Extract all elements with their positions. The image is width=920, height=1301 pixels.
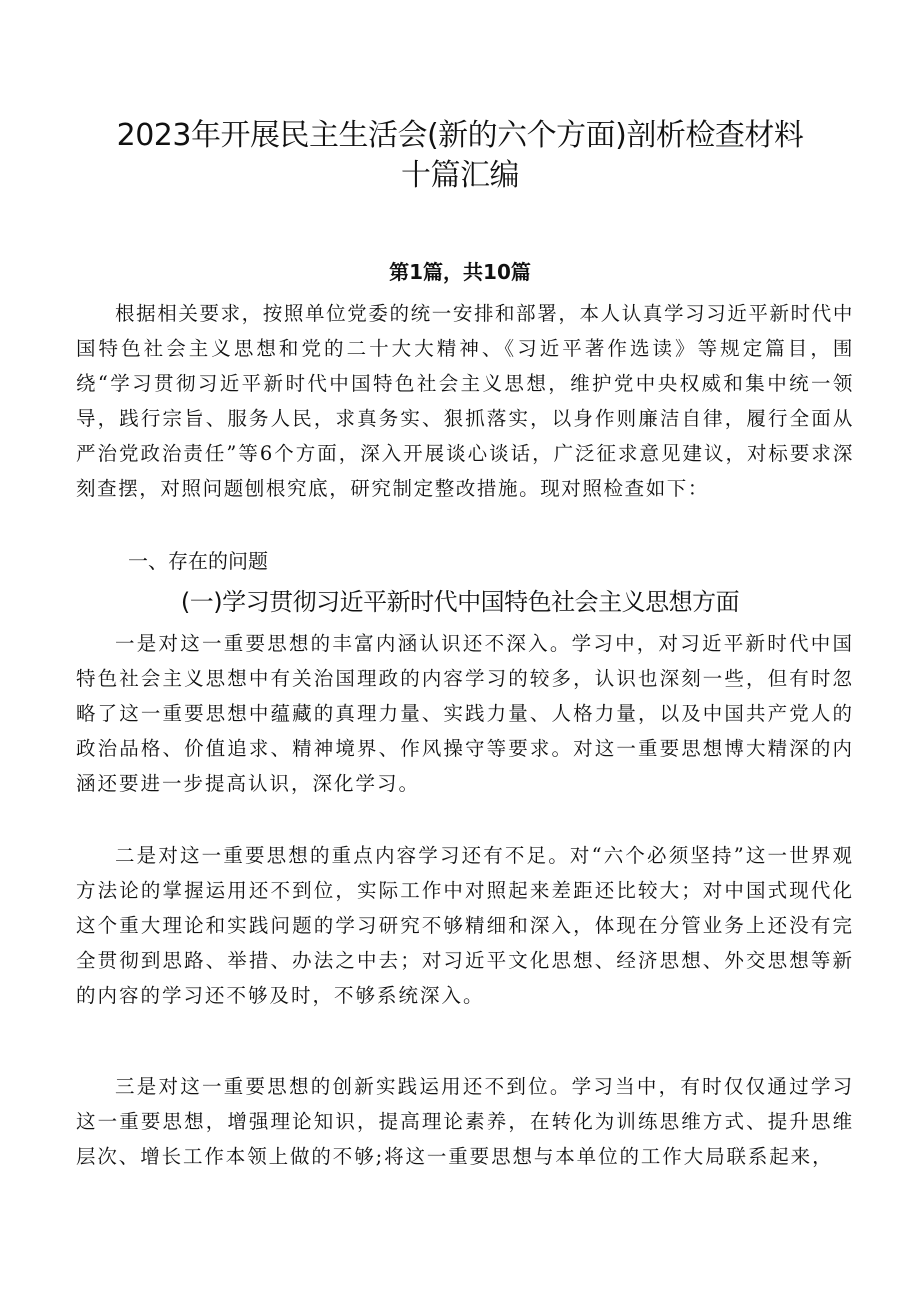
body-paragraph-2: 二是对这一重要思想的重点内容学习还有不足。对“六个必须坚持”这一世界观方法论的掌握运用还不到位，实际工作中对照起来差距还比较大；对中国式现代化这个重大理论和实践问题的学习研究不够精细和深入，体现在分管业务上还没有完全贯彻到思路、举措、办法之中去；对习近平文化思想、经济思想、外交思想等新的内容的学习还不够及时，不够系统深入。 <box>76 844 854 1007</box>
document-title-line-1: 2023年开展民主生活会(新的六个方面)剖析检查材料 <box>116 118 804 153</box>
body-paragraph-3: 三是对这一重要思想的创新实践运用还不到位。学习当中，有时仅仅通过学习这一重要思想，增强理论知识，提高理论素养，在转化为训练思维方式、提升思维层次、增长工作本领上做的不够;将这一重要思想与本单位的工作大局联系起来， <box>76 1075 854 1168</box>
body-paragraph-1: 一是对这一重要思想的丰富内涵认识还不深入。学习中，对习近平新时代中国特色社会主义思想中有关治国理政的内容学习的较多，认识也深刻一些，但有时忽略了这一重要思想中蕴藏的真理力量、实践力量、人格力量，以及中国共产党人的政治品格、价值追求、精神境界、作风操守等要求。对这一重要思想博大精深的内涵还要进一步提高认识，深化学习。 <box>76 632 854 795</box>
sub-heading: (一)学习贯彻习近平新时代中国特色社会主义思想方面 <box>180 588 740 616</box>
document-title-line-2: 十篇汇编 <box>401 158 519 193</box>
section-heading: 一、存在的问题 <box>128 549 268 573</box>
intro-paragraph: 根据相关要求，按照单位党委的统一安排和部署，本人认真学习习近平新时代中国特色社会主义思想和党的二十大大精神、《习近平著作选读》等规定篇目，围绕“学习贯彻习近平新时代中国特色社会主义思想，维护党中央权威和集中统一领导，践行宗旨、服务人民，求真务实、狠抓落实，以身作则廉洁自律，履行全面从严治党政治责任”等6个方面，深入开展谈心谈话，广泛征求意见建议，对标要求深刻查摆，对照问题刨根究底，研究制定整改措施。现对照检查如下： <box>76 302 854 500</box>
part-label: 第1篇，共10篇 <box>389 260 531 284</box>
